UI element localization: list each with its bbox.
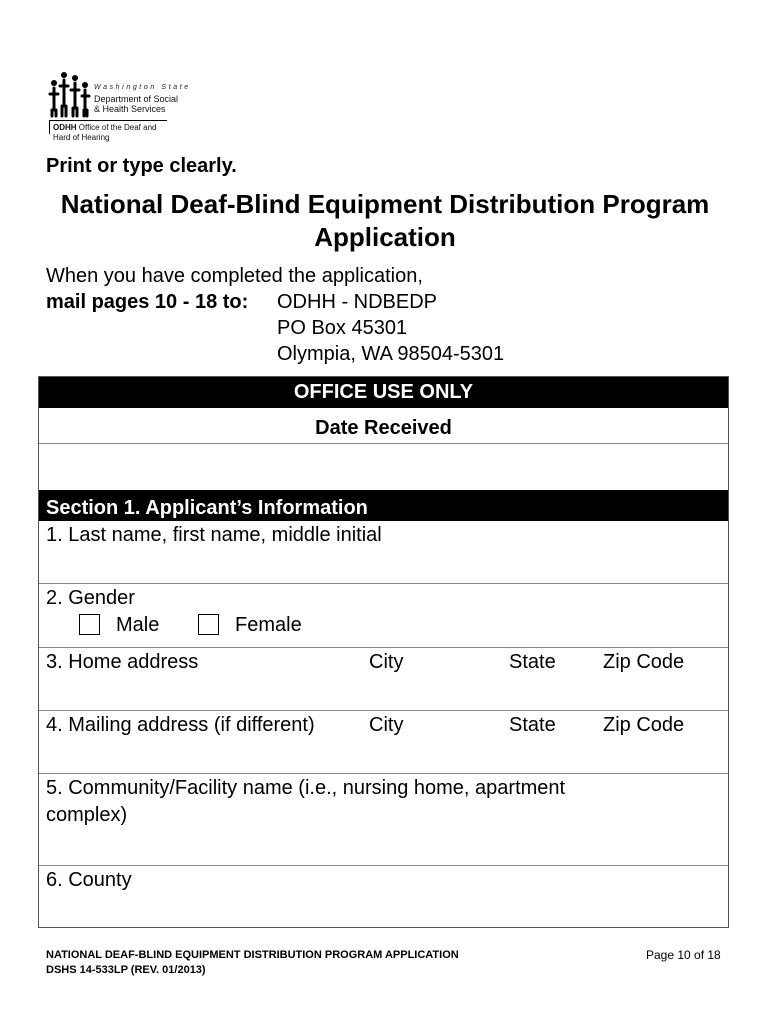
logo-office-abbr: ODHH bbox=[53, 123, 77, 132]
logo-divider-vertical bbox=[49, 120, 50, 134]
address-line-2: PO Box 45301 bbox=[277, 317, 408, 339]
date-received-field[interactable] bbox=[39, 444, 728, 490]
people-figures-icon bbox=[47, 70, 91, 118]
community-label-line1: 5. Community/Facility name (i.e., nursing home, apartment bbox=[46, 777, 566, 799]
date-received-label: Date Received bbox=[39, 408, 728, 444]
home-zip-label: Zip Code bbox=[603, 651, 685, 673]
logo-office-text bbox=[53, 123, 173, 143]
intro-text: When you have completed the application, bbox=[46, 265, 423, 287]
female-checkbox[interactable] bbox=[198, 614, 219, 635]
logo-department-text: Department of Social & Health Services bbox=[94, 94, 179, 114]
section1-heading: Section 1. Applicant’s Information bbox=[39, 490, 728, 521]
dshs-logo bbox=[47, 70, 191, 148]
address-line-3: Olympia, WA 98504-5301 bbox=[277, 343, 505, 365]
community-label-line2: complex) bbox=[46, 804, 128, 826]
county-field[interactable] bbox=[39, 866, 728, 928]
male-checkbox[interactable] bbox=[79, 614, 100, 635]
page-title: National Deaf-Blind Equipment Distribution Program Application bbox=[60, 189, 710, 252]
print-instruction: Print or type clearly. bbox=[46, 155, 237, 177]
form-footer bbox=[46, 948, 459, 978]
mailing-zip-label: Zip Code bbox=[603, 714, 685, 736]
mail-instruction: mail pages 10 - 18 to: bbox=[46, 291, 249, 313]
county-label: 6. County bbox=[46, 869, 132, 891]
footer-form-number: DSHS 14-533LP (REV. 01/2013) bbox=[46, 964, 206, 976]
page-number: Page 10 of 18 bbox=[646, 948, 721, 962]
row-divider bbox=[39, 583, 728, 584]
female-label: Female bbox=[235, 614, 302, 636]
address-line-1: ODHH - NDBEDP bbox=[277, 291, 438, 313]
gender-label: 2. Gender bbox=[46, 587, 135, 609]
mailing-address-label: 4. Mailing address (if different) bbox=[46, 714, 315, 736]
male-label: Male bbox=[116, 614, 160, 636]
home-city-label: City bbox=[369, 651, 404, 673]
footer-title: NATIONAL DEAF-BLIND EQUIPMENT DISTRIBUTION PROGRAM APPLICATION bbox=[46, 949, 459, 961]
logo-office-name: Office of the Deaf and Hard of Hearing bbox=[53, 123, 157, 142]
logo-divider bbox=[49, 120, 167, 121]
mailing-address bbox=[277, 289, 504, 367]
office-use-heading: OFFICE USE ONLY bbox=[39, 377, 728, 408]
home-state-label: State bbox=[509, 651, 556, 673]
logo-state-text: Washington State bbox=[94, 84, 191, 91]
mailing-city-label: City bbox=[369, 714, 404, 736]
application-form bbox=[38, 376, 729, 928]
mailing-state-label: State bbox=[509, 714, 556, 736]
name-label: 1. Last name, first name, middle initial bbox=[46, 524, 382, 546]
home-address-label: 3. Home address bbox=[46, 651, 199, 673]
